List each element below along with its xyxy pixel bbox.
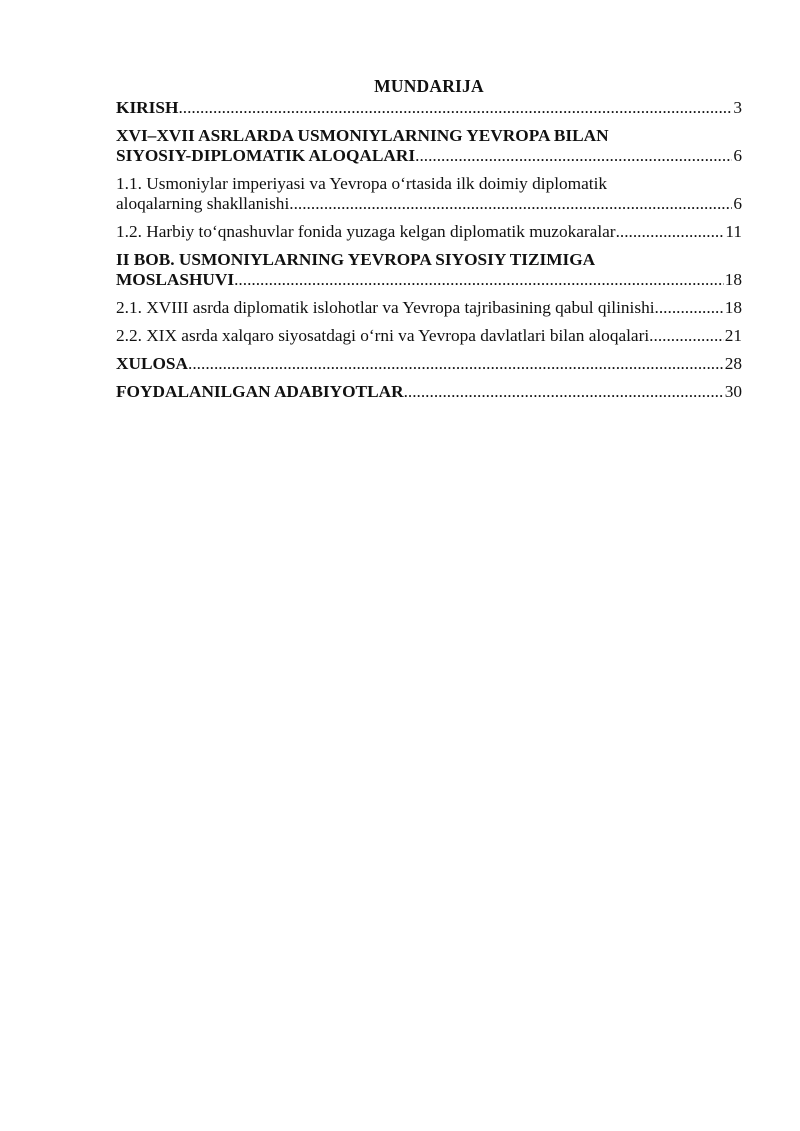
toc-entry-row — [116, 298, 742, 318]
toc-entry-row — [116, 354, 742, 374]
dot-leader — [289, 194, 732, 214]
toc-entry-text-line1: 1.1. Usmoniylar imperiyasi va Yevropa o‘rtasida ilk doimiy diplomatik — [116, 174, 608, 193]
toc-entry-row — [116, 98, 742, 118]
toc-entry-2-2[interactable] — [116, 326, 742, 346]
toc-entry-text-line2: SIYOSIY-DIPLOMATIK ALOQALARI — [116, 146, 416, 165]
toc-entry-text: FOYDALANILGAN ADABIYOTLAR — [116, 382, 404, 401]
toc-entry-text: KIRISH — [116, 98, 179, 117]
toc-entry-chapter-1[interactable] — [116, 126, 742, 166]
toc-entry-adabiyotlar[interactable] — [116, 382, 742, 402]
toc-entry-row — [116, 270, 742, 290]
toc-entry-row — [116, 382, 742, 402]
toc-page-number: 6 — [733, 146, 742, 165]
toc-page-number: 3 — [733, 98, 742, 117]
toc-entry-text: 1.2. Harbiy to‘qnashuvlar fonida yuzaga kelgan diplomatik muzokaralar — [116, 222, 616, 241]
toc-page-number: 18 — [724, 270, 742, 289]
document-page — [116, 74, 742, 410]
dot-leader — [404, 382, 724, 402]
toc-entry-row — [116, 146, 742, 166]
toc-page-number: 6 — [733, 194, 742, 213]
dot-leader — [178, 98, 732, 118]
toc-entry-kirish[interactable] — [116, 98, 742, 118]
toc-entry-row — [116, 194, 742, 214]
toc-page-number: 28 — [724, 354, 742, 373]
toc-entry-row — [116, 326, 742, 346]
toc-list — [116, 98, 742, 402]
toc-entry-xulosa[interactable] — [116, 354, 742, 374]
toc-title: MUNDARIJA — [374, 76, 484, 96]
toc-entry-1-2[interactable] — [116, 222, 742, 242]
toc-entry-text: XULOSA — [116, 354, 189, 373]
dot-leader — [415, 146, 732, 166]
toc-entry-row — [116, 222, 742, 242]
toc-entry-text-line2: MOSLASHUVI — [116, 270, 235, 289]
toc-entry-text: 2.1. XVIII asrda diplomatik islohotlar va Yevropa tajribasining qabul qilinishi — [116, 298, 655, 317]
toc-entry-1-1[interactable] — [116, 174, 742, 214]
toc-entry-text-line2: aloqalarning shakllanishi — [116, 194, 290, 213]
toc-page-number: 30 — [724, 382, 742, 401]
dot-leader — [649, 326, 724, 346]
dot-leader — [655, 298, 724, 318]
dot-leader — [188, 354, 724, 374]
toc-entry-text-line1: XVI–XVII ASRLARDA USMONIYLARNING YEVROPA BILAN — [116, 126, 609, 145]
toc-entry-chapter-2[interactable] — [116, 250, 742, 290]
toc-entry-text: 2.2. XIX asrda xalqaro siyosatdagi o‘rni va Yevropa davlatlari bilan aloqalari — [116, 326, 650, 345]
dot-leader — [234, 270, 724, 290]
toc-entry-text-line1: II BOB. USMONIYLARNING YEVROPA SIYOSIY TIZIMIGA — [116, 250, 596, 269]
toc-page-number: 21 — [724, 326, 742, 345]
toc-page-number: 18 — [724, 298, 742, 317]
dot-leader — [616, 222, 725, 242]
toc-entry-2-1[interactable] — [116, 298, 742, 318]
toc-page-number: 11 — [725, 222, 742, 241]
